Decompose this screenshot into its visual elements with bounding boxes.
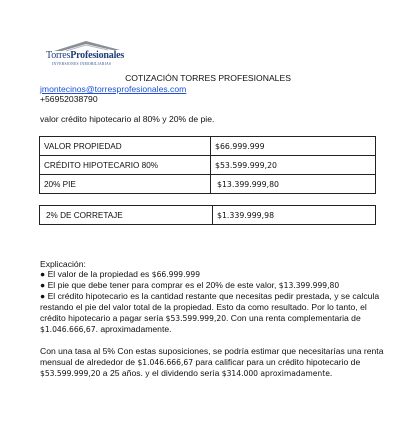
closing-line3: $53.599.999,20 a 25 años. y el dividendo sería $314.000 aproximadamente. bbox=[40, 368, 333, 378]
quote-table bbox=[39, 136, 376, 194]
table-row bbox=[40, 137, 376, 156]
bullet-mortgage-line2: restando el pie del valor total de la propiedad. Esto da como resultado. Por lo tanto, el bbox=[40, 302, 367, 312]
bullet-property-value: ● El valor de la propiedad es $66.999.999 bbox=[40, 269, 201, 279]
row-value: $53.599.999,20 bbox=[211, 156, 376, 175]
table-row bbox=[40, 175, 376, 194]
bullet-down-payment: ● El pie que debe tener para comprar es el 20% de este valor, $13.399.999,80 bbox=[40, 280, 340, 290]
intro-text: valor crédito hipotecario al 80% y 20% de pie. bbox=[40, 114, 215, 124]
row-value: $66.999.999 bbox=[211, 137, 376, 156]
commission-table bbox=[39, 205, 376, 225]
email-link[interactable]: jmontecinos@torresprofesionales.com bbox=[40, 84, 187, 94]
bullet-mortgage-line4: $1.046.666,67. aproximadamente. bbox=[40, 324, 172, 334]
closing-line2: mensual de alrededor de $1.046.666,67 para calificar para un crédito hipotecario de bbox=[40, 357, 361, 367]
document-title: COTIZACIÓN TORRES PROFESIONALES bbox=[125, 73, 291, 83]
table-row bbox=[40, 156, 376, 175]
row-value: $1.339.999,98 bbox=[213, 206, 376, 225]
table-row bbox=[40, 206, 376, 225]
logo-name: TorresProfesionales bbox=[46, 50, 125, 61]
row-label: CRÉDITO HIPOTECARIO 80% bbox=[40, 156, 211, 175]
company-logo bbox=[46, 38, 136, 70]
phone-number: +56952038790 bbox=[40, 94, 98, 104]
row-label: 2% DE CORRETAJE bbox=[40, 206, 213, 225]
explanation-heading: Explicación: bbox=[40, 259, 86, 269]
logo-tagline: INVERSIONES INMOBILIARIAS bbox=[52, 62, 112, 66]
row-value: $13.399.999,80 bbox=[211, 175, 376, 194]
row-label: VALOR PROPIEDAD bbox=[40, 137, 211, 156]
bullet-mortgage-line3: crédito hipotecario a pagar sería $53.599.999,20. Con una renta complementaria de bbox=[40, 313, 361, 323]
closing-line1: Con una tasa al 5% Con estas suposiciones, se podría estimar que necesitarías una renta bbox=[40, 346, 384, 356]
bullet-mortgage-line1: ● El crédito hipotecario es la cantidad restante que necesitas pedir prestada, y se calcula bbox=[40, 291, 380, 301]
row-label: 20% PIE bbox=[40, 175, 211, 194]
